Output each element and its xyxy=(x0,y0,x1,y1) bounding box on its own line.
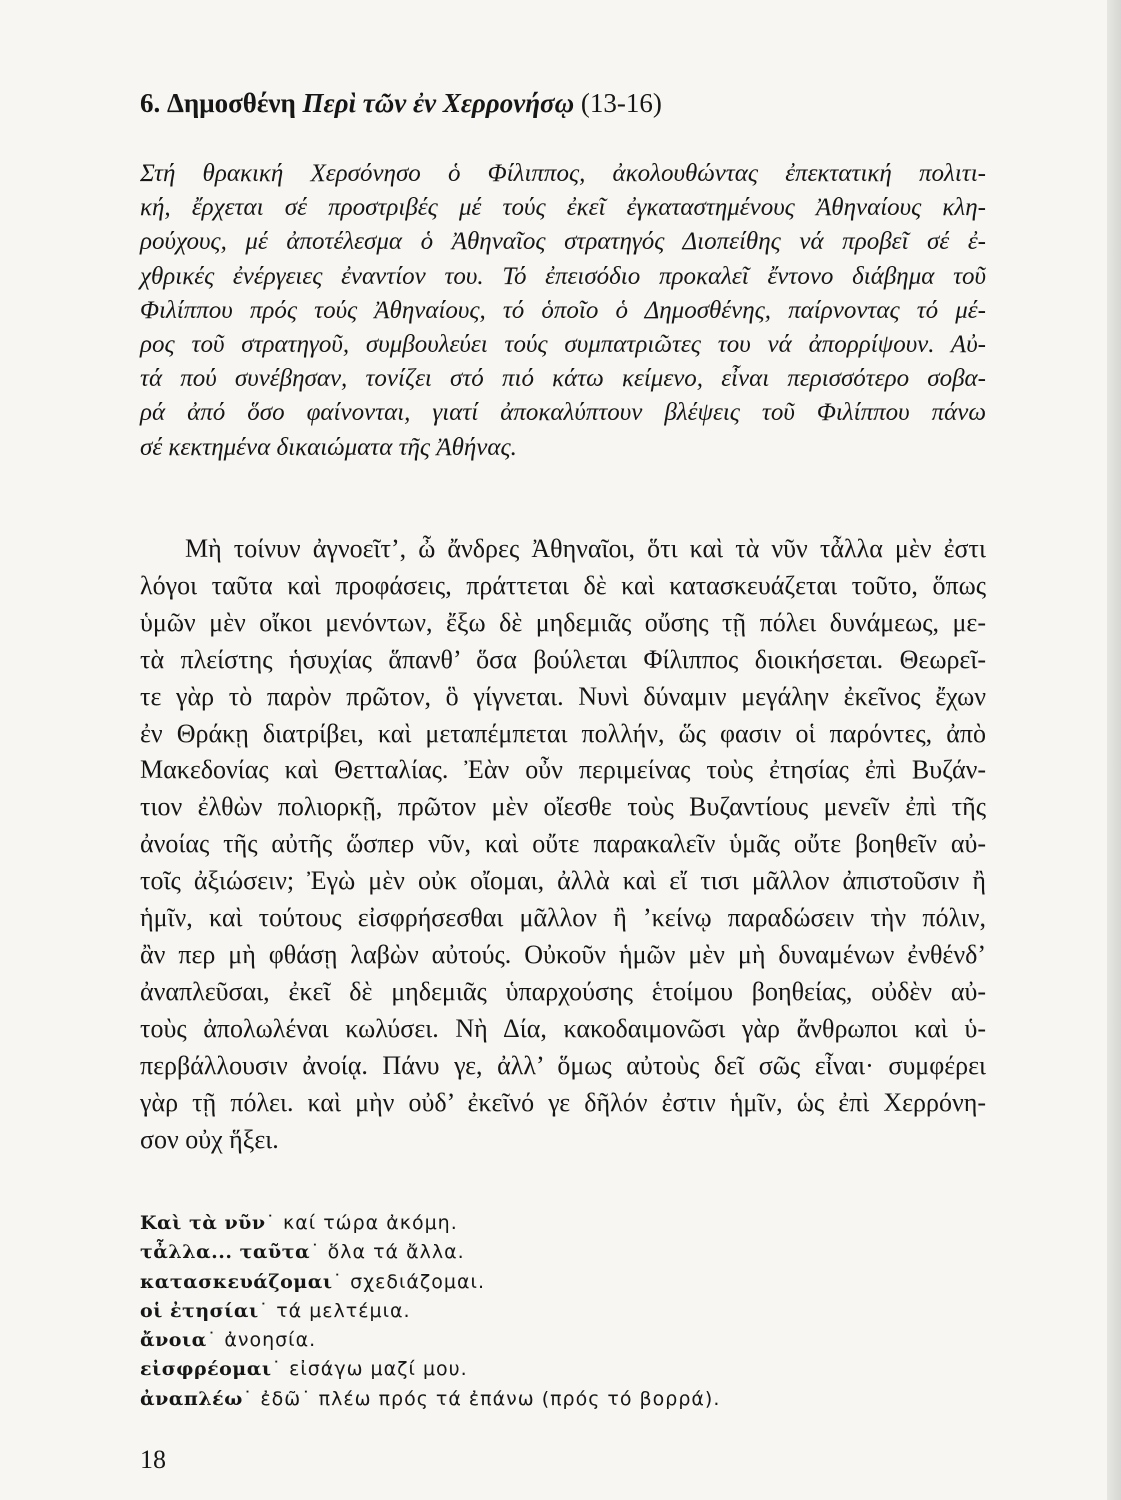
glossary-definition: ˙ καί τώρα ἀκόμη. xyxy=(265,1212,458,1234)
intro-line: σέ κεκτημένα δικαιώματα τῆς Ἀθήνας. xyxy=(140,433,517,461)
text-line: Μακεδονίας καὶ Θετταλίας. Ἐὰν οὖν περιμείνας τοὺς ἐτησίας ἐπὶ Βυζάν- xyxy=(140,755,986,785)
text-line: λόγοι ταῦτα καὶ προφάσεις, πράττεται δὲ καὶ κατασκευάζεται τοῦτο, ὅπως xyxy=(140,570,986,600)
text-line: Μὴ τοίνυν ἀγνοεῖτ’, ὦ ἄνδρες Ἀθηναῖοι, ὅτι καὶ τὰ νῦν τἆλλα μὲν ἐστι xyxy=(185,534,986,563)
glossary-term: Καὶ τὰ νῦν xyxy=(140,1212,266,1234)
glossary-definition: ˙ σχεδιάζομαι. xyxy=(332,1270,485,1293)
section-range: (13-16) xyxy=(580,88,662,118)
text-line: ἀνοίας τῆς αὐτῆς ὥσπερ νῦν, καὶ οὔτε παρακαλεῖν ὑμᾶς οὔτε βοηθεῖν αὐ- xyxy=(140,829,986,859)
text-line: τοὺς ἀπολωλέναι κωλύσει. Νὴ Δία, κακοδαιμονῶσι γὰρ ἄνθρωποι καὶ ὑ- xyxy=(140,1013,986,1043)
section-author: Δημοσθένη xyxy=(167,88,296,118)
intro-line: χθρικές ἐνέργειες ἐναντίον του. Τό ἐπεισόδιο προκαλεῖ ἔντονο διάβημα τοῦ xyxy=(140,262,986,290)
page-number: 18 xyxy=(140,1445,166,1474)
glossary-entry xyxy=(140,1238,900,1267)
text-line: τιον ἐλθὼν πολιορκῇ, πρῶτον μὲν οἴεσθε τοὺς Βυζαντίους μενεῖν ἐπὶ τῆς xyxy=(140,792,986,822)
section-number: 6. xyxy=(140,88,161,118)
glossary-term: κατασκευάζομαι xyxy=(140,1270,333,1293)
glossary-definition: ˙ ὅλα τά ἄλλα. xyxy=(310,1241,465,1264)
greek-text-paragraph xyxy=(140,531,986,1158)
section-work-title: Περὶ τῶν ἐν Χερρονήσῳ xyxy=(302,88,575,118)
intro-paragraph xyxy=(140,157,986,465)
text-line: τὰ πλείστης ἡσυχίας ἅπανθ’ ὅσα βούλεται Φίλιππος διοικήσεται. Θεωρεῖ- xyxy=(140,644,986,674)
intro-line: Φιλίππου πρός τούς Ἀθηναίους, τό ὁποῖο ὁ Δημοσθένης, παίρνοντας τό μέ- xyxy=(140,296,986,324)
glossary-entry xyxy=(140,1326,900,1355)
intro-line: ρος τοῦ στρατηγοῦ, συμβουλεύει τούς συμπατριῶτες του νά ἀπορρίψουν. Αὐ- xyxy=(140,331,986,359)
glossary-definition: ˙ ἀνοησία. xyxy=(206,1329,317,1352)
intro-line: κή, ἔρχεται σέ προστριβές μέ τούς ἐκεῖ ἐγκαταστημένους Ἀθηναίους κλη- xyxy=(140,194,986,222)
glossary-term: τἆλλα... ταῦτα xyxy=(140,1241,311,1264)
text-line: τοῖς ἀξιώσειν; Ἐγὼ μὲν οὐκ οἴομαι, ἀλλὰ καὶ εἴ τισι μᾶλλον ἀπιστοῦσιν ἢ xyxy=(140,866,986,896)
text-line: ἐν Θράκῃ διατρίβει, καὶ μεταπέμπεται πολλήν, ὥς φασιν οἱ παρόντες, ἀπὸ xyxy=(140,718,986,748)
glossary xyxy=(140,1209,900,1414)
glossary-term: ἀναπλέω xyxy=(140,1387,243,1410)
text-line: ἂν περ μὴ φθάσῃ λαβὼν αὐτούς. Οὐκοῦν ἡμῶν μὲν μὴ δυναμένων ἐνθένδ’ xyxy=(140,939,986,969)
glossary-definition: ˙ τά μελτέμια. xyxy=(258,1299,411,1322)
intro-line: ρούχους, μέ ἀποτέλεσμα ὁ Ἀθηναῖος στρατηγός Διοπείθης νά προβεῖ σέ ἐ- xyxy=(140,228,986,256)
glossary-term: εἰσφρέομαι xyxy=(140,1358,272,1381)
page-edge-shadow xyxy=(1107,0,1121,1500)
text-line: ἀναπλεῦσαι, ἐκεῖ δὲ μηδεμιᾶς ὑπαρχούσης ἑτοίμου βοηθείας, οὐδὲν αὐ- xyxy=(140,976,986,1006)
text-line: περβάλλουσιν ἀνοίᾳ. Πάνυ γε, ἀλλ’ ὅμως αὐτοὺς δεῖ σῶς εἶναι· συμφέρει xyxy=(140,1050,986,1080)
glossary-entry xyxy=(140,1355,900,1384)
glossary-entry xyxy=(140,1268,900,1297)
section-heading xyxy=(140,86,662,120)
text-line: γὰρ τῇ πόλει. καὶ μὴν οὐδ’ ἐκεῖνό γε δῆλόν ἐστιν ἡμῖν, ὡς ἐπὶ Χερρόνη- xyxy=(140,1087,986,1117)
glossary-definition: ˙ εἰσάγω μαζί μου. xyxy=(271,1358,468,1381)
glossary-definition: ˙ ἐδῶ˙ πλέω πρός τά ἐπάνω (πρός τό βορρά). xyxy=(242,1387,721,1410)
glossary-entry xyxy=(140,1209,900,1238)
text-line: ὑμῶν μὲν οἴκοι μενόντων, ἔξω δὲ μηδεμιᾶς οὔσης τῇ πόλει δυνάμεως, με- xyxy=(140,607,986,637)
intro-line: Στή θρακική Χερσόνησο ὁ Φίλιππος, ἀκολουθώντας ἐπεκτατική πολιτι- xyxy=(140,160,986,187)
text-line: ἡμῖν, καὶ τούτους εἰσφρήσεσθαι μᾶλλον ἢ ’κείνῳ παραδώσειν τὴν πόλιν, xyxy=(140,903,986,933)
glossary-entry xyxy=(140,1385,900,1414)
glossary-term: οἱ ἐτησίαι xyxy=(140,1299,259,1322)
glossary-entry xyxy=(140,1297,900,1326)
text-line: τε γὰρ τὸ παρὸν πρῶτον, ὃ γίγνεται. Νυνὶ δύναμιν μεγάλην ἐκεῖνος ἔχων xyxy=(140,681,986,711)
intro-line: τά πού συνέβησαν, τονίζει στό πιό κάτω κείμενο, εἶναι περισσότερο σοβα- xyxy=(140,365,986,393)
text-line: σον οὐχ ἥξει. xyxy=(140,1124,279,1154)
glossary-term: ἄνοια xyxy=(140,1329,207,1352)
intro-line: ρά ἀπό ὅσο φαίνονται, γιατί ἀποκαλύπτουν βλέψεις τοῦ Φιλίππου πάνω xyxy=(140,399,986,427)
